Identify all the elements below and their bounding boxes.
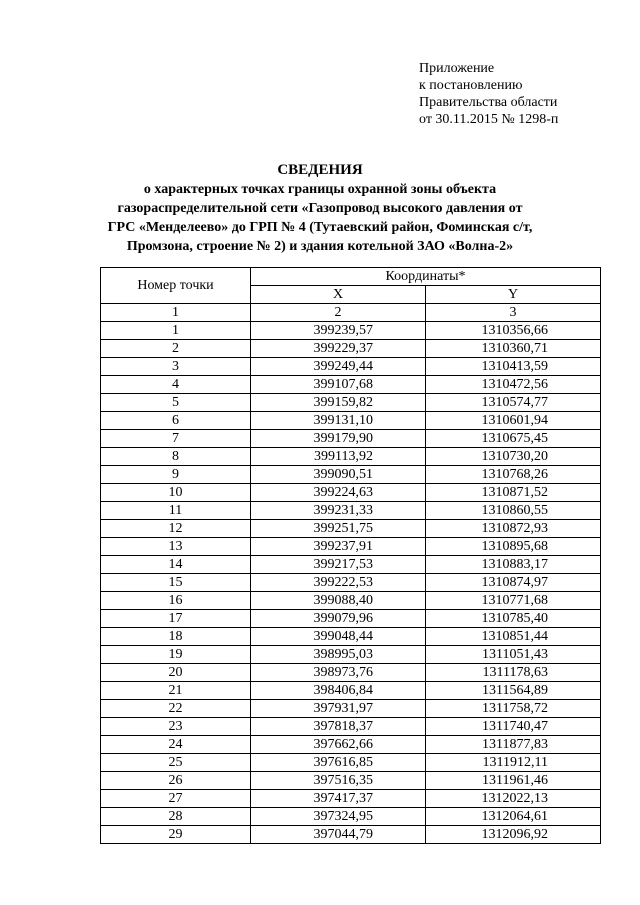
y-coordinate-cell: 1310356,66 — [426, 322, 601, 340]
x-coordinate-cell: 399224,63 — [251, 484, 426, 502]
title-line: ГРС «Менделеево» до ГРП № 4 (Тутаевский район, Фоминская с/т, — [107, 220, 533, 235]
table-row — [101, 376, 601, 394]
y-coordinate-cell: 1311051,43 — [426, 646, 601, 664]
point-number-cell: 16 — [101, 592, 251, 610]
x-coordinate-cell: 399237,91 — [251, 538, 426, 556]
table-row — [101, 412, 601, 430]
point-number-cell: 6 — [101, 412, 251, 430]
y-coordinate-cell: 1310872,93 — [426, 520, 601, 538]
title-line: о характерных точках границы охранной зоны объекта — [143, 182, 497, 197]
table-row — [101, 790, 601, 808]
approval-line: от 30.11.2015 № 1298-п — [419, 112, 559, 127]
y-coordinate-cell: 1310360,71 — [426, 340, 601, 358]
table-row — [101, 466, 601, 484]
title-line: газораспределительной сети «Газопровод высокого давления от — [117, 201, 523, 216]
table-row — [101, 394, 601, 412]
y-coordinate-cell: 1311961,46 — [426, 772, 601, 790]
point-number-cell: 1 — [101, 322, 251, 340]
column-index: 3 — [426, 304, 601, 322]
x-coordinate-cell: 399107,68 — [251, 376, 426, 394]
x-coordinate-cell: 399217,53 — [251, 556, 426, 574]
title-heading: СВЕДЕНИЯ — [277, 162, 363, 178]
table-row — [101, 520, 601, 538]
y-coordinate-cell: 1310472,56 — [426, 376, 601, 394]
y-coordinate-cell: 1310413,59 — [426, 358, 601, 376]
x-coordinate-cell: 399048,44 — [251, 628, 426, 646]
x-coordinate-cell: 398973,76 — [251, 664, 426, 682]
x-coordinate-cell: 397818,37 — [251, 718, 426, 736]
x-coordinate-cell: 399229,37 — [251, 340, 426, 358]
point-number-cell: 9 — [101, 466, 251, 484]
x-coordinate-cell: 399251,75 — [251, 520, 426, 538]
table-row — [101, 754, 601, 772]
point-number-cell: 25 — [101, 754, 251, 772]
approval-line: Приложение — [419, 61, 495, 76]
y-coordinate-cell: 1310895,68 — [426, 538, 601, 556]
x-coordinate-cell: 399088,40 — [251, 592, 426, 610]
header-point-number: Номер точки — [101, 268, 251, 304]
header-y: Y — [426, 286, 601, 304]
x-coordinate-cell: 397616,85 — [251, 754, 426, 772]
point-number-cell: 2 — [101, 340, 251, 358]
x-coordinate-cell: 397931,97 — [251, 700, 426, 718]
y-coordinate-cell: 1311877,83 — [426, 736, 601, 754]
point-number-cell: 19 — [101, 646, 251, 664]
table-row — [101, 664, 601, 682]
x-coordinate-cell: 399090,51 — [251, 466, 426, 484]
table-row — [101, 718, 601, 736]
header-x: X — [251, 286, 426, 304]
x-coordinate-cell: 399222,53 — [251, 574, 426, 592]
y-coordinate-cell: 1310874,97 — [426, 574, 601, 592]
point-number-cell: 20 — [101, 664, 251, 682]
header-coordinates: Координаты* — [251, 268, 601, 286]
point-number-cell: 26 — [101, 772, 251, 790]
point-number-cell: 13 — [101, 538, 251, 556]
title-line: Промзона, строение № 2) и здания котельной ЗАО «Волна-2» — [126, 239, 514, 254]
table-row — [101, 646, 601, 664]
y-coordinate-cell: 1310883,17 — [426, 556, 601, 574]
table-row — [101, 484, 601, 502]
x-coordinate-cell: 399239,57 — [251, 322, 426, 340]
x-coordinate-cell: 397324,95 — [251, 808, 426, 826]
point-number-cell: 17 — [101, 610, 251, 628]
point-number-cell: 10 — [101, 484, 251, 502]
table-row — [101, 736, 601, 754]
point-number-cell: 8 — [101, 448, 251, 466]
point-number-cell: 29 — [101, 826, 251, 844]
table-row — [101, 430, 601, 448]
point-number-cell: 27 — [101, 790, 251, 808]
point-number-cell: 15 — [101, 574, 251, 592]
approval-header — [419, 60, 558, 128]
x-coordinate-cell: 398406,84 — [251, 682, 426, 700]
x-coordinate-cell: 399249,44 — [251, 358, 426, 376]
point-number-cell: 28 — [101, 808, 251, 826]
y-coordinate-cell: 1310771,68 — [426, 592, 601, 610]
table-row — [101, 592, 601, 610]
point-number-cell: 14 — [101, 556, 251, 574]
x-coordinate-cell: 399131,10 — [251, 412, 426, 430]
x-coordinate-cell: 399179,90 — [251, 430, 426, 448]
approval-line: к постановлению — [419, 78, 523, 93]
table-row — [101, 358, 601, 376]
x-coordinate-cell: 397662,66 — [251, 736, 426, 754]
table-row — [101, 772, 601, 790]
y-coordinate-cell: 1311912,11 — [426, 754, 601, 772]
table-row — [101, 628, 601, 646]
y-coordinate-cell: 1311758,72 — [426, 700, 601, 718]
y-coordinate-cell: 1312096,92 — [426, 826, 601, 844]
y-coordinate-cell: 1311564,89 — [426, 682, 601, 700]
x-coordinate-cell: 399159,82 — [251, 394, 426, 412]
table-row — [101, 340, 601, 358]
point-number-cell: 22 — [101, 700, 251, 718]
x-coordinate-cell: 399231,33 — [251, 502, 426, 520]
y-coordinate-cell: 1311178,63 — [426, 664, 601, 682]
table-row — [101, 808, 601, 826]
table-row — [101, 448, 601, 466]
x-coordinate-cell: 397044,79 — [251, 826, 426, 844]
x-coordinate-cell: 399079,96 — [251, 610, 426, 628]
x-coordinate-cell: 398995,03 — [251, 646, 426, 664]
y-coordinate-cell: 1310851,44 — [426, 628, 601, 646]
x-coordinate-cell: 397516,35 — [251, 772, 426, 790]
y-coordinate-cell: 1310768,26 — [426, 466, 601, 484]
point-number-cell: 21 — [101, 682, 251, 700]
approval-line: Правительства области — [419, 95, 558, 110]
y-coordinate-cell: 1310574,77 — [426, 394, 601, 412]
point-number-cell: 7 — [101, 430, 251, 448]
point-number-cell: 11 — [101, 502, 251, 520]
document-title — [100, 160, 540, 256]
y-coordinate-cell: 1311740,47 — [426, 718, 601, 736]
point-number-cell: 23 — [101, 718, 251, 736]
y-coordinate-cell: 1310730,20 — [426, 448, 601, 466]
y-coordinate-cell: 1310871,52 — [426, 484, 601, 502]
point-number-cell: 5 — [101, 394, 251, 412]
table-row — [101, 322, 601, 340]
table-row — [101, 682, 601, 700]
coordinates-table — [100, 267, 601, 844]
table-body — [101, 322, 601, 844]
x-coordinate-cell: 399113,92 — [251, 448, 426, 466]
y-coordinate-cell: 1310601,94 — [426, 412, 601, 430]
y-coordinate-cell: 1310860,55 — [426, 502, 601, 520]
point-number-cell: 3 — [101, 358, 251, 376]
y-coordinate-cell: 1312022,13 — [426, 790, 601, 808]
table-row — [101, 556, 601, 574]
point-number-cell: 18 — [101, 628, 251, 646]
point-number-cell: 12 — [101, 520, 251, 538]
column-index: 1 — [101, 304, 251, 322]
table-row — [101, 574, 601, 592]
table-row — [101, 502, 601, 520]
x-coordinate-cell: 397417,37 — [251, 790, 426, 808]
table-row — [101, 700, 601, 718]
table-row — [101, 610, 601, 628]
column-index: 2 — [251, 304, 426, 322]
table-row — [101, 826, 601, 844]
table-row — [101, 538, 601, 556]
y-coordinate-cell: 1312064,61 — [426, 808, 601, 826]
point-number-cell: 4 — [101, 376, 251, 394]
point-number-cell: 24 — [101, 736, 251, 754]
y-coordinate-cell: 1310785,40 — [426, 610, 601, 628]
y-coordinate-cell: 1310675,45 — [426, 430, 601, 448]
